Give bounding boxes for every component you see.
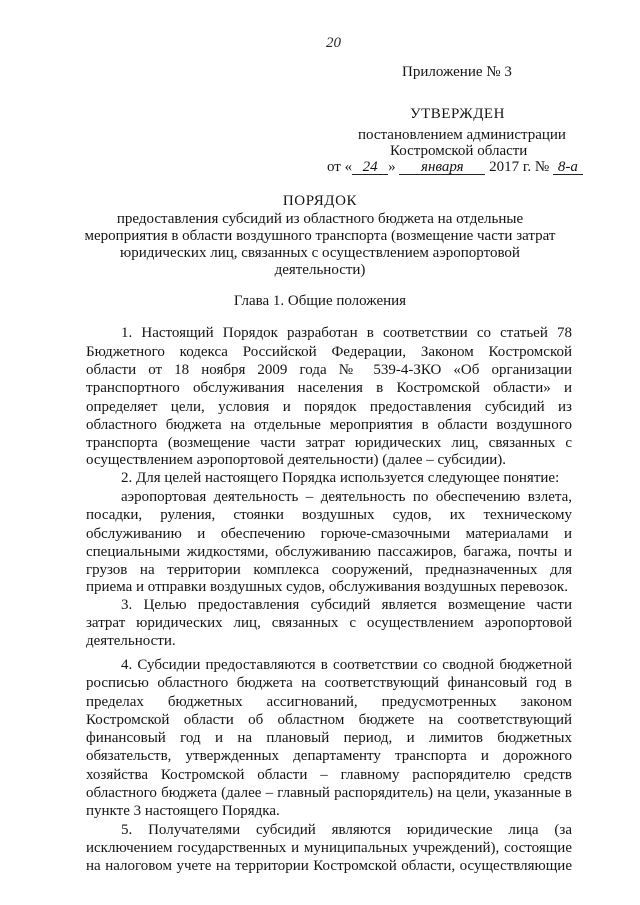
date-prefix: от «	[327, 159, 353, 175]
decree-line-1: постановлением администрации	[358, 127, 566, 143]
subtitle-line: предоставления субсидий из областного бюджета на отдельные	[116, 211, 524, 227]
decree-line-2: Костромской области	[390, 143, 528, 159]
body-line: осуществлением аэропортовой деятельности) (далее – субсидии).	[86, 452, 506, 468]
body-line: транспорта (возмещение части затрат юридических лиц, связанных с	[86, 435, 572, 451]
body-line: хозяйства Костромской области – главному распорядителю средств	[86, 767, 572, 783]
body-line: на налоговом учете на территории Костромской области, осуществляющие	[86, 858, 572, 874]
body-line: финансовый год и на плановый период, и лимитов бюджетных	[86, 730, 572, 746]
body-line: 3. Целью предоставления субсидий является возмещение части	[121, 597, 572, 613]
body-line: областного бюджета на отдельные мероприятия в области воздушного	[86, 417, 572, 433]
body-line: росписью областного бюджета на соответствующий финансовый год в	[86, 675, 572, 691]
body-line: пределах бюджетных ассигнований, предусмотренных законом	[86, 694, 572, 710]
body-line: обязательств, утвержденных департаменту транспорта и дорожного	[86, 748, 572, 764]
subtitle-line: мероприятия в области воздушного транспорта (возмещение части затрат	[84, 228, 556, 244]
body-line: посадки, руления, стоянки воздушных судов, их техническому	[86, 507, 572, 523]
body-line: приема и отправки воздушных судов, обслуживания воздушных перевозок.	[86, 579, 568, 595]
body-line: 4. Субсидии предоставляются в соответствии со сводной бюджетной	[121, 657, 572, 673]
subtitle-line: юридических лиц, связанных с осуществлением аэропортовой	[120, 245, 520, 261]
date-year: 2017 г. №	[489, 159, 550, 175]
appendix-label: Приложение № 3	[402, 64, 512, 80]
date-month: января	[399, 160, 485, 175]
body-line: Бюджетного кодекса Российской Федерации, Законом Костромской	[86, 344, 572, 360]
body-line: грузов на территории комплекса сооружений, предназначенных для	[86, 562, 572, 578]
page-number: 20	[326, 35, 341, 51]
date-mid: »	[388, 159, 396, 175]
decree-date-line	[327, 159, 583, 176]
body-line: областного бюджета (далее – главный распорядитель) на цели, указанные в	[86, 785, 572, 801]
decree-number: 8-а	[553, 160, 583, 175]
body-line: определяет цели, условия и порядок предоставления субсидий из	[86, 399, 572, 415]
approved-label: УТВЕРЖДЕН	[410, 106, 505, 122]
body-line: 2. Для целей настоящего Порядка используется следующее понятие:	[121, 470, 560, 486]
body-line: Костромской области об областном бюджете на соответствующий	[86, 712, 572, 728]
body-line: аэропортовая деятельность – деятельность по обеспечению взлета,	[121, 489, 572, 505]
date-day: 24	[352, 160, 388, 175]
body-line: транспортного обслуживания населения в Костромской области» и	[86, 380, 572, 396]
chapter-heading: Глава 1. Общие положения	[233, 293, 407, 309]
body-line: области от 18 ноября 2009 года № 539-4-ЗКО «Об организации	[86, 362, 572, 378]
subtitle-line: деятельности)	[274, 262, 366, 278]
body-line: затрат юридических лиц, связанных с осуществлением аэропортовой	[86, 615, 572, 631]
body-line: деятельности.	[86, 633, 176, 649]
body-line: обслуживанию и обеспечению горюче-смазочными материалами и	[86, 526, 572, 542]
body-line: 5. Получателями субсидий являются юридические лица (за	[121, 822, 572, 838]
body-line: 1. Настоящий Порядок разработан в соответствии со статьей 78	[121, 325, 572, 341]
body-line: специальными жидкостями, обслуживанию пассажиров, багажа, почты и	[86, 544, 572, 560]
body-line: исключением государственных и муниципальных учреждений), состоящие	[86, 840, 572, 856]
body-line: пункте 3 настоящего Порядка.	[86, 803, 280, 819]
document-title: ПОРЯДОК	[282, 193, 358, 209]
